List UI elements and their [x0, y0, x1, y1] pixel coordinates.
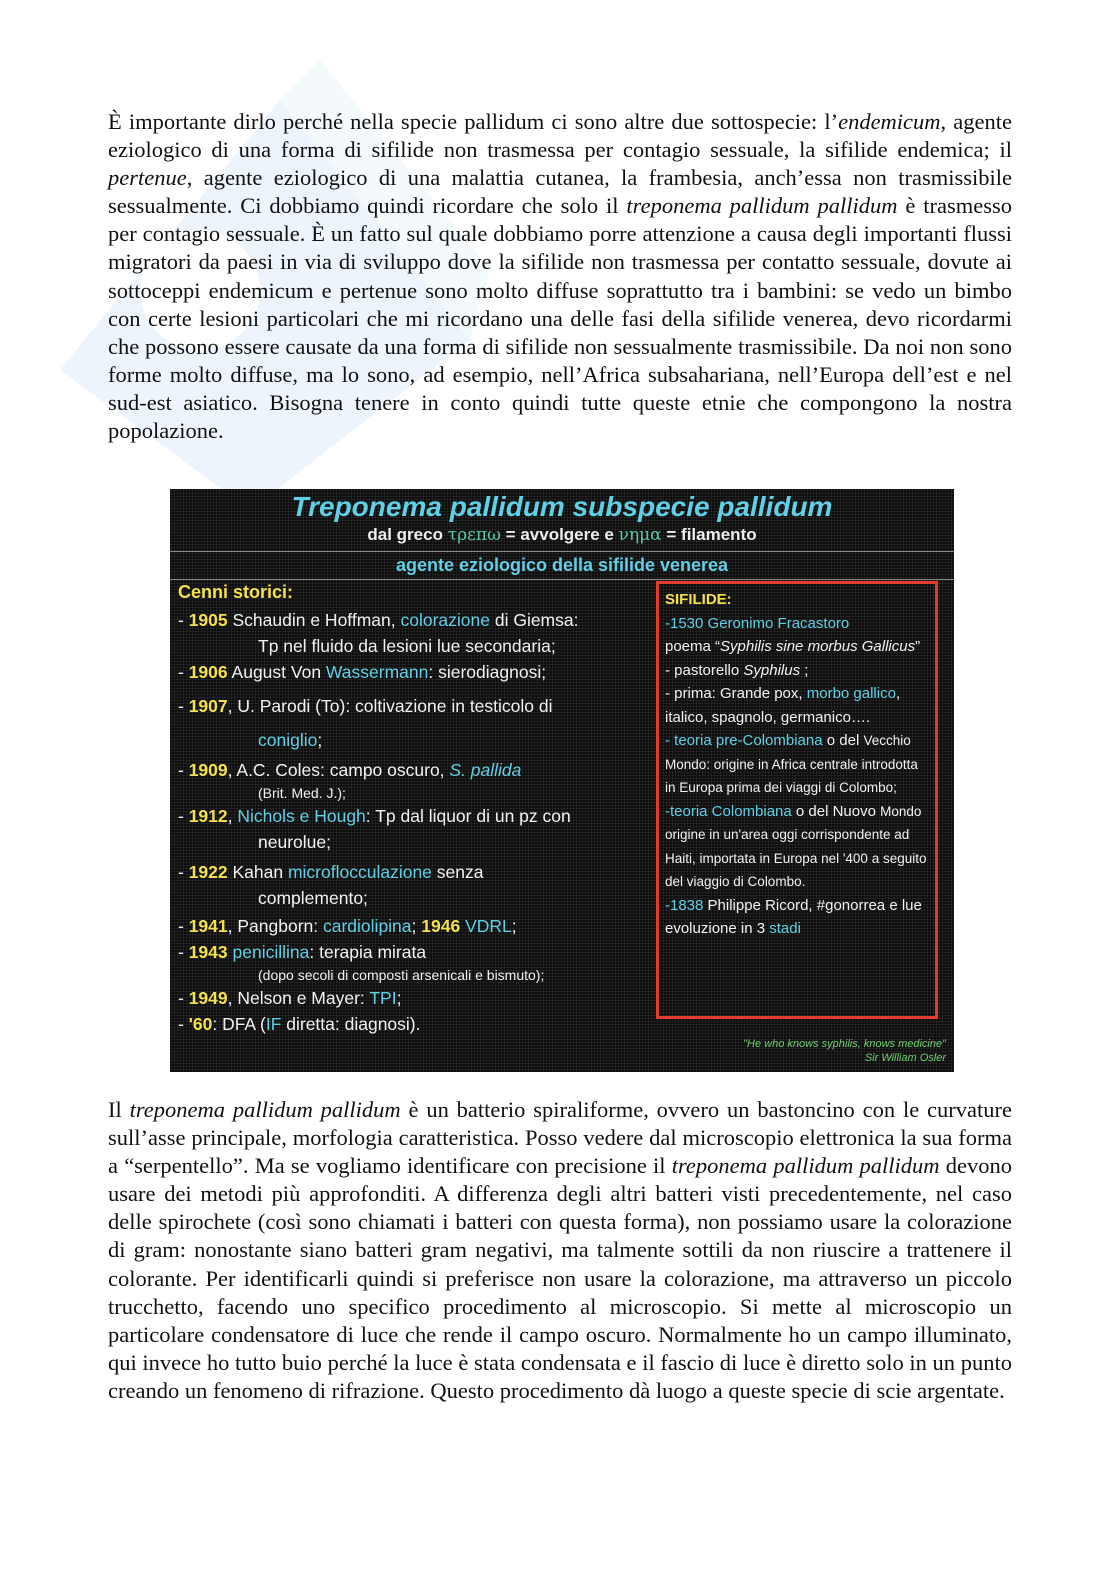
box-title: SIFILIDE: — [665, 591, 732, 608]
paragraph-2 — [108, 1096, 1012, 1405]
italic-term: treponema pallidum pallidum — [129, 1097, 401, 1122]
divider — [170, 551, 954, 552]
text-run: è trasmesso per contagio sessuale. È un fatto sul quale dobbiamo porre attenzione a causa degli importanti flussi migratori da paesi in via di sviluppo dove la sifilide non trasmessa per contatto sessuale, dovute ai sottoceppi endemicum e pertenue sono molto diffuse soprattutto tra i bambini: se vedo un bimbo con certe lesioni particolari che mi ricordano una delle fasi della sifilide venerea, devo ricordarmi che possono essere causate da una forma di sifilide non sessualmente trasmissibile. Da noi non sono forme molto diffuse, ma lo sono, ad esempio, nell’Africa subsahariana, nell’Europa dell’est e nel sud-est asiatico. Bisogna tenere in conto quindi tutte queste etnie che compongono la nostra popolazione. — [108, 193, 1012, 444]
history-entry: - 1949, Nelson e Mayer: TPI; — [178, 988, 402, 1008]
slide-image — [170, 489, 954, 1072]
italic-term: treponema pallidum pallidum — [671, 1153, 940, 1179]
history-entry: - 1907, U. Parodi (To): coltivazione in testicolo di coniglio; — [178, 696, 553, 750]
text-run: È importante dirlo perché nella specie pallidum ci sono altre due sottospecie: l’ — [108, 109, 839, 134]
history-entry: - 1941, Pangborn: cardiolipina; 1946 VDRL; — [178, 916, 517, 936]
italic-term: treponema pallidum pallidum — [626, 193, 898, 219]
italic-term: pertenue — [108, 165, 187, 191]
italic-term: endemicum — [838, 109, 941, 134]
text-run: , agente eziologico di una malattia cutanea, la frambesia, anch’essa non trasmissibile sessualmente. Ci dobbiamo quindi ricordare che solo il — [108, 165, 1012, 219]
divider — [170, 579, 954, 580]
history-entry: - 1905 Schaudin e Hoffman, colorazione di Giemsa: Tp nel fluido da lesioni lue secondaria; — [178, 610, 579, 656]
history-entry: - '60: DFA (IF diretta: diagnosi). — [178, 1014, 421, 1034]
history-list — [178, 582, 658, 1037]
text-run: è un batterio spiraliforme, ovvero un bastoncino con le curvature sull’asse principale, morfologia caratteristica. Posso vedere dal microscopio elettronica la sua forma a “serpentello”. Ma se vogliamo identificare con precisione il — [108, 1097, 1012, 1179]
history-entry: - 1909, A.C. Coles: campo oscuro, S. pallida (Brit. Med. J.); — [178, 760, 522, 801]
osler-quote: "He who knows syphilis, knows medicine" Sir William Osler — [743, 1038, 946, 1064]
history-entry: - 1943 penicillina: terapia mirata (dopo secoli di composti arsenicali e bismuto); — [178, 942, 545, 983]
history-entry: - 1906 August Von Wassermann: sierodiagnosi; — [178, 662, 547, 682]
paragraph-1 — [108, 108, 1012, 445]
text-run: devono usare dei metodi più approfonditi. A differenza degli altri batteri visti precedentemente, nel caso delle spirochete (così sono chiamati i batteri con questa forma), non possiamo usare la colorazione di gram: nonostante siano batteri gram negativi, ma talmente sottili da non riuscire a trattenere il colorante. Per identificarli quindi si preferisce non usare la colorazione, ma attraverso un piccolo trucchetto, facendo uno specifico procedimento al microscopio. Si mette al microscopio un particolare condensatore di luce che rende il campo oscuro. Normalmente ho un campo illuminato, qui invece ho tutto buio perché la luce è stata condensata e il fascio di luce è diretto solo in un punto creando un fenomeno di rifrazione. Questo procedimento dà luogo a queste specie di scie argentate. — [108, 1153, 1012, 1403]
sifilide-box: SIFILIDE: -1530 Geronimo Fracastoro poema “Syphilis sine morbus Gallicus” - pastorello Syphilus ; - prima: Grande pox, morbo gallico, italico, spagnolo, germanico…. - teoria pre-Colombiana o del Vecchio Mondo: origine in Africa centrale introdotta in Europa prima dei viaggi di Colombo; -teoria Colombiana o del Nuovo Mondo origine in un'area oggi corrispondente ad Haiti, importata in Europa nel '400 a seguito del viaggio di Colombo. -1838 Philippe Ricord, #gonorrea e lue evoluzione in 3 stadi — [656, 581, 938, 1019]
history-heading: Cenni storici: — [178, 582, 294, 602]
text-run: Il — [108, 1097, 130, 1122]
slide-agent-line: agente eziologico della sifilide venerea — [395, 555, 729, 575]
text-run: , agente eziologico di una forma di sifilide non trasmessa per contagio sessuale, la sifilide endemica; il — [108, 109, 1012, 163]
slide-subtitle: dal greco τρεπω = avvolgere e νημα = filamento — [367, 525, 757, 545]
history-entry: - 1922 Kahan microflocculazione senza complemento; — [178, 862, 484, 908]
slide-title: Treponema pallidum subspecie pallidum — [291, 491, 833, 522]
history-entry: - 1912, Nichols e Hough: Tp dal liquor di un pz con neurolue; — [178, 806, 571, 852]
